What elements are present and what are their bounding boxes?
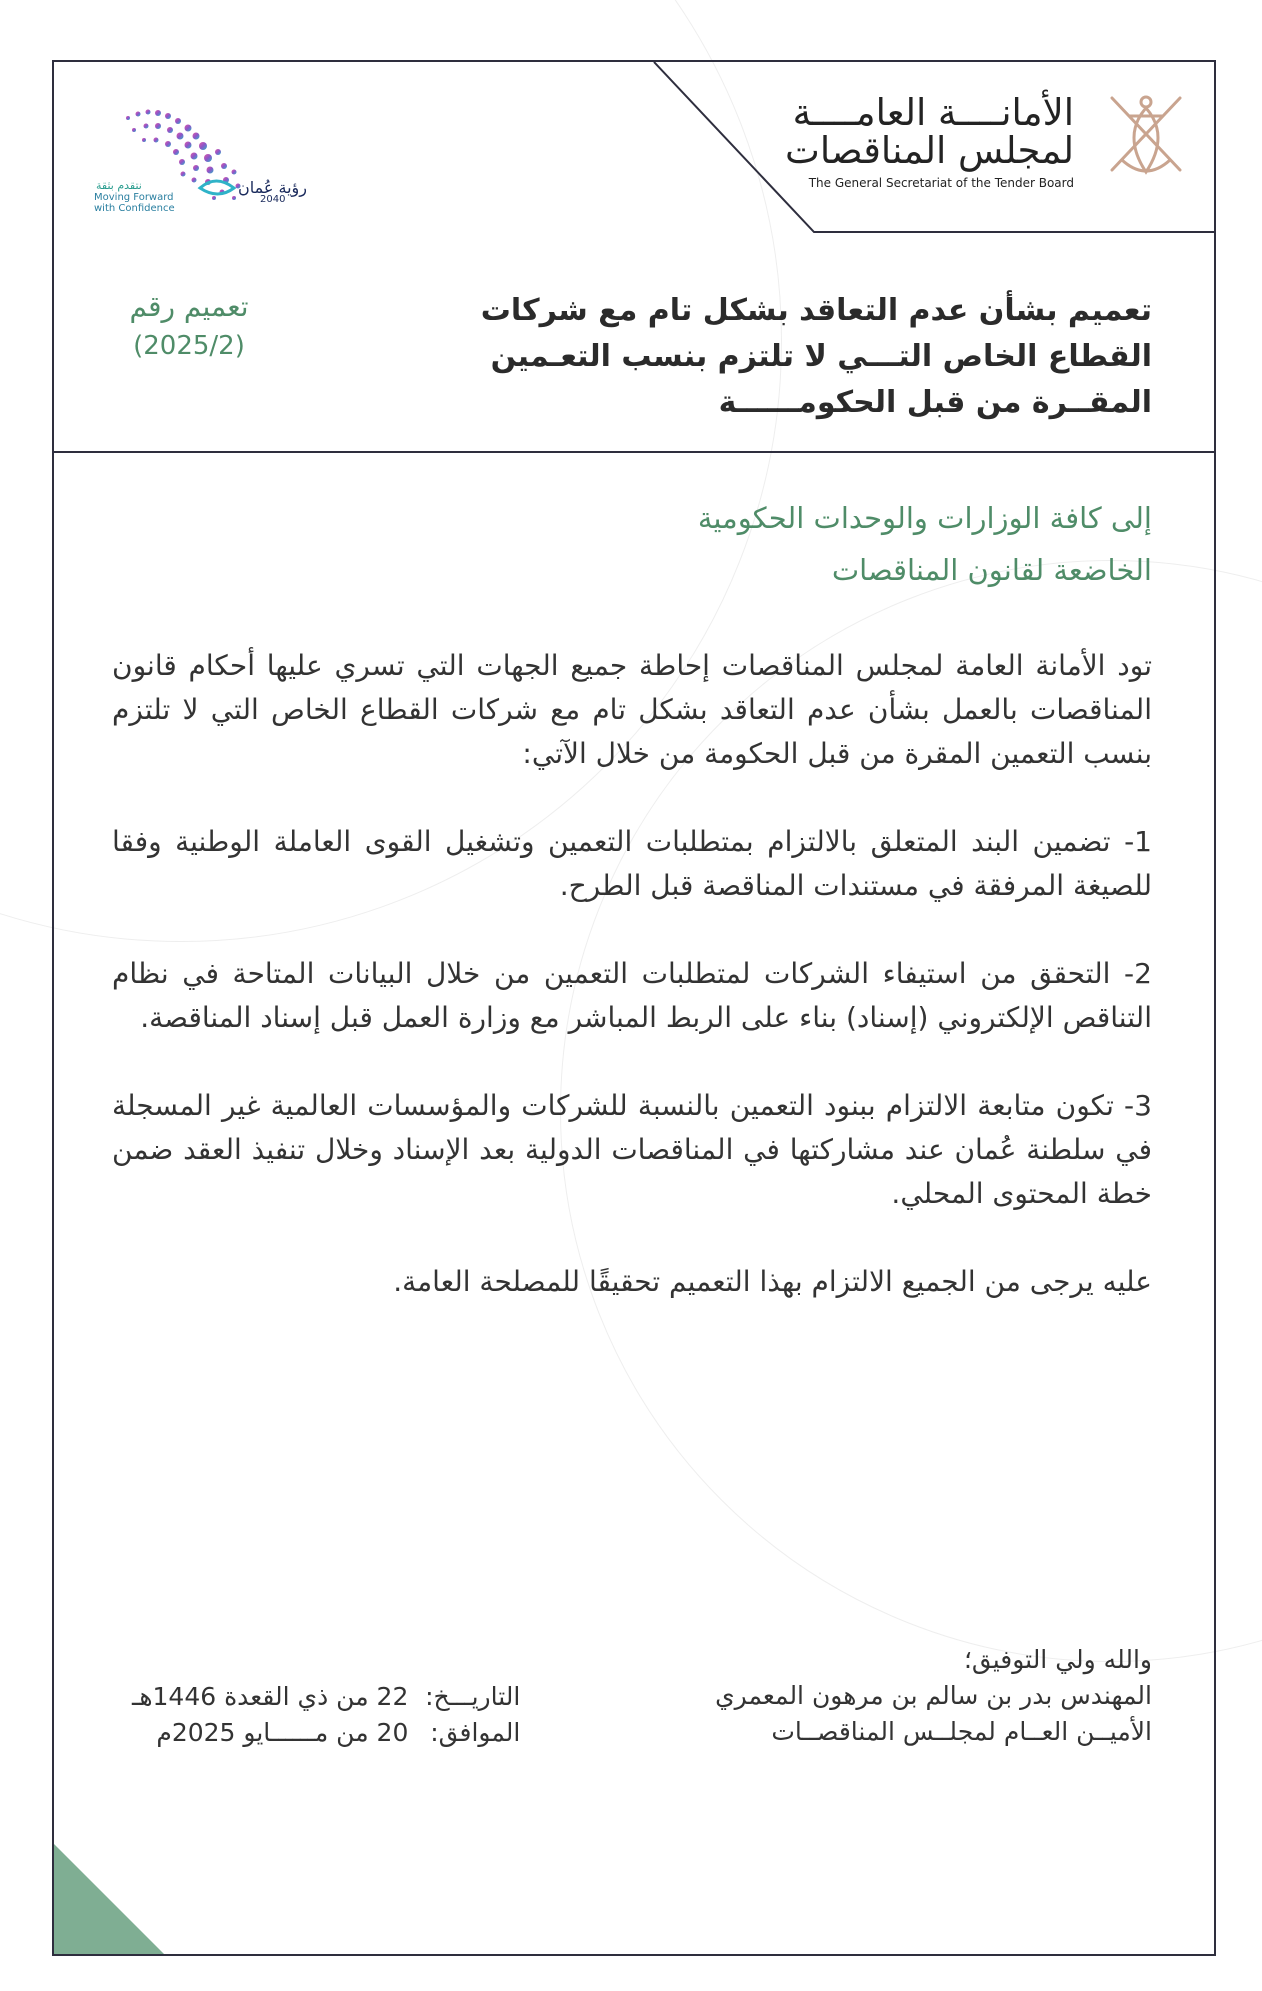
signatory-position: الأميــن العــام لمجلــس المناقصــات [771,1717,1152,1746]
header-divider [54,451,1214,453]
circular-label: تعميم رقم [129,290,249,323]
hijri-date-label: التاريـــخ: [425,1682,521,1711]
signatory-name: المهندس بدر بن سالم بن مرهون المعمري [715,1681,1152,1710]
gregorian-date-label: الموافق: [430,1718,521,1747]
body-conclusion: عليه يرجى من الجميع الالتزام بهذا التعميم تحقيقًا للمصلحة العامة. [393,1265,1152,1298]
body-item-2: 2- التحقق من استيفاء الشركات لمتطلبات التعمين من خلال البيانات المتاحة في نظام التناقص الإلكتروني (إسناد) بناء على الربط المباشر مع وزارة العمل قبل إسناد المناقصة. [112,957,1152,1034]
oman-emblem-icon [1100,86,1192,186]
body-intro: تود الأمانة العامة لمجلس المناقصات إحاطة جميع الجهات التي تسري عليها أحكام قانون المناقصات بالعمل بشأن عدم التعاقد بشكل تام مع شركات القطاع الخاص التي لا تلتزم بنسب التعمين المقرة من قبل الحكومة من خلال الآتي: [112,649,1152,770]
moving-forward-en [94,192,175,214]
salutation: والله ولي التوفيق؛ [963,1645,1152,1674]
organization-name-en: The General Secretariat of the Tender Board [808,176,1074,190]
recipient-block [698,492,1152,596]
gregorian-date-value: 20 من مــــــايو 2025م [156,1718,409,1747]
circular-number-block [94,288,284,366]
body-item-1: 1- تضمين البند المتعلق بالالتزام بمتطلبات التعمين وتشغيل القوى العاملة الوطنية وفقا للصيغة المرفقة في مستندات المناقصة قبل الطرح. [112,825,1152,902]
moving-forward-ar: نتقدم بثقة [96,179,142,192]
letterhead [54,62,1214,452]
moving-forward-en-line2: with Confidence [94,203,175,214]
circular-number: (2025/2) [133,331,245,361]
moving-forward-en-line1: Moving Forward [94,192,174,203]
corner-accent-triangle [54,1844,164,1954]
hijri-date-value: 22 من ذي القعدة 1446هـ [132,1682,409,1711]
organization-name-ar-line2: لمجلس المناقصات [785,129,1074,172]
letter-body [112,644,1152,1348]
circular-title: تعميم بشأن عدم التعاقد بشكل تام مع شركات القطاع الخاص التـــي لا تلتزم بنسب التعـمين المقــرة من قبل الحكومــــــة [480,293,1152,420]
vision-title-ar: رؤية عُمان [238,178,307,197]
document-frame [52,60,1216,1956]
organization-name [785,91,1074,190]
recipient-line2: الخاضعة لقانون المناقصات [831,553,1152,587]
gregorian-date-row [132,1715,520,1751]
hijri-date-row [132,1679,520,1715]
organization-name-ar-line1: الأمانــــة العامــــة [792,91,1074,134]
signature-block [715,1642,1152,1750]
vision-year: 2040 [260,194,286,205]
recipient-line1: إلى كافة الوزارات والوحدات الحكومية [697,501,1152,535]
date-block [132,1679,520,1751]
body-item-3: 3- تكون متابعة الالتزام ببنود التعمين بالنسبة للشركات والمؤسسات العالمية غير المسجلة في سلطنة عُمان عند مشاركتها في المناقصات الدولية بعد الإسناد وخلال تنفيذ العقد ضمن خطة المحتوى المحلي. [112,1089,1152,1210]
